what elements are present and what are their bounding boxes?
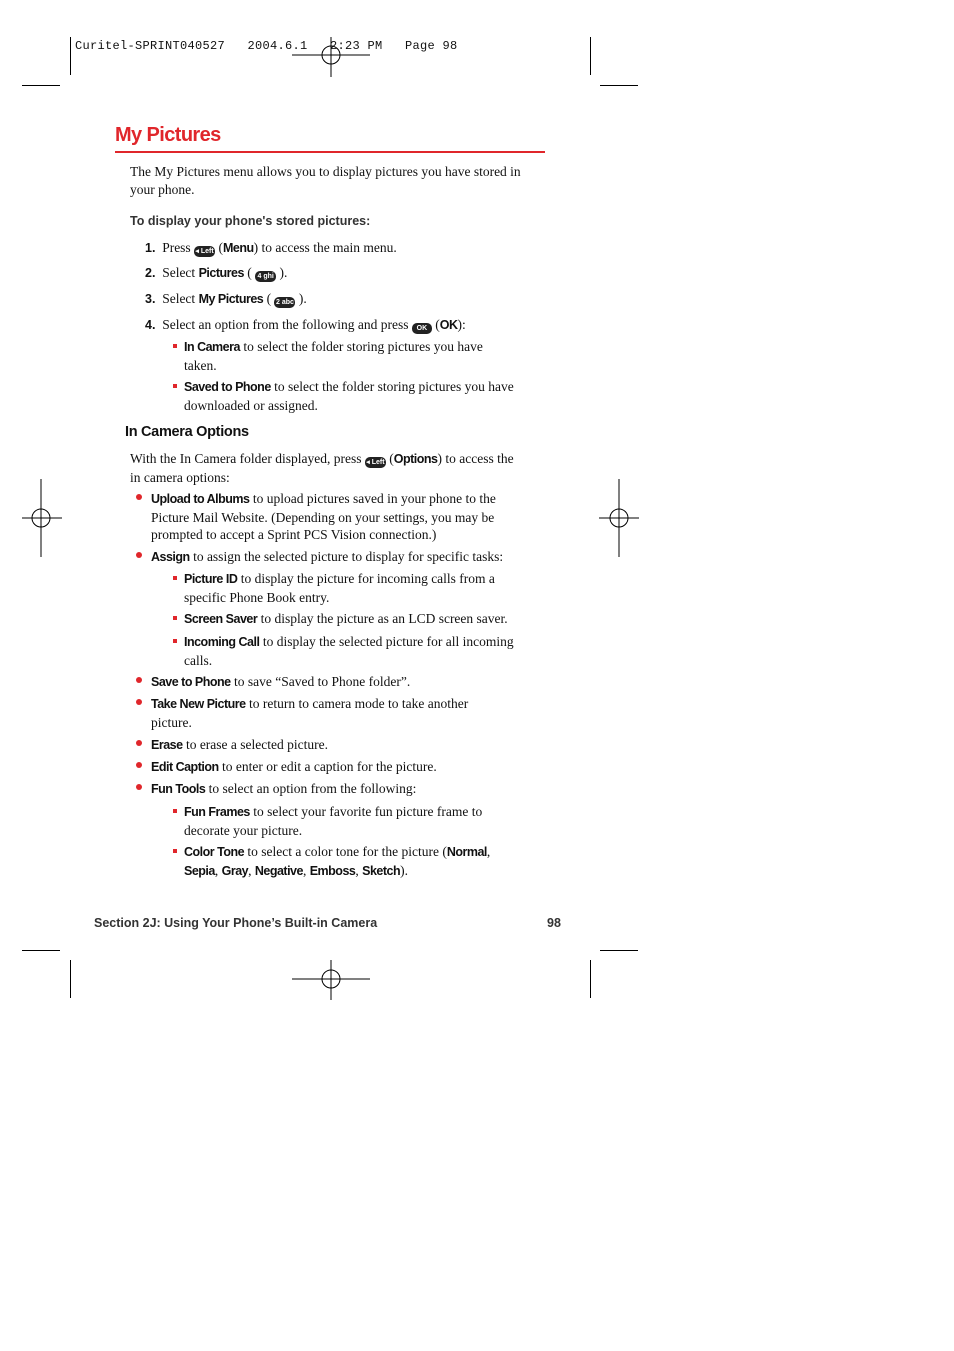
options-softkey-icon: ◂ Left	[366, 459, 385, 466]
round-bullet-icon	[136, 552, 142, 558]
option-fun-frames: Fun Frames to select your favorite fun picture frame to decorate your picture.	[184, 804, 483, 838]
key-2-icon: 2 abc	[276, 299, 294, 306]
round-bullet-icon	[136, 740, 142, 746]
round-bullet-icon	[136, 494, 142, 500]
step-text: ) to access the main menu.	[253, 240, 397, 255]
footer-section: Section 2J: Using Your Phone’s Built-in Camera	[94, 916, 378, 930]
crop-mark	[70, 960, 71, 998]
crop-mark	[600, 950, 638, 951]
step-number: 1.	[145, 241, 156, 255]
option-screen-saver: Screen Saver to display the picture as an LCD screen saver.	[184, 611, 508, 626]
option-name: Upload to Albums	[151, 492, 250, 506]
square-bullet-icon	[173, 384, 177, 388]
option-name: Saved to Phone	[184, 380, 271, 394]
options-label: Options	[393, 452, 438, 466]
step-number: 2.	[145, 266, 156, 280]
option-upload-to-albums: Upload to Albums to upload pictures saved in your phone to the Picture Mail Website. (Depending on your settings, you may be prompted to accept a Sprint PCS Vision connection.)	[151, 491, 496, 542]
option-name: Fun Frames	[184, 805, 250, 819]
option-name: In Camera	[184, 340, 240, 354]
option-saved-to-phone	[184, 378, 554, 414]
registration-mark-icon	[599, 479, 639, 557]
step-number: 3.	[145, 292, 156, 306]
crop-mark	[590, 37, 591, 75]
option-picture-id: Picture ID to display the picture for incoming calls from a specific Phone Book entry.	[184, 571, 495, 605]
option-name: Take New Picture	[151, 697, 246, 711]
tone-choice: Negative	[254, 863, 303, 878]
option-text: to select the folder storing pictures you have	[243, 339, 483, 354]
ok-key-icon: OK	[412, 323, 432, 334]
option-text: downloaded or assigned.	[184, 397, 318, 413]
tone-choice: Sepia	[184, 863, 215, 878]
tone-choice: Normal	[446, 845, 487, 859]
square-bullet-icon	[173, 809, 177, 813]
step-number: 4.	[145, 318, 156, 332]
crop-mark	[70, 37, 71, 75]
option-fun-tools: Fun Tools to select an option from the following:	[151, 781, 417, 796]
option-name: Screen Saver	[184, 612, 258, 626]
step-text: ).	[298, 291, 307, 306]
tone-choice: Sketch	[362, 863, 401, 878]
option-name: Fun Tools	[151, 782, 206, 796]
step-text: ):	[457, 317, 466, 332]
option-save-to-phone: Save to Phone to save “Saved to Phone folder”.	[151, 674, 411, 689]
option-name: Save to Phone	[151, 675, 231, 689]
round-bullet-icon	[136, 677, 142, 683]
section-intro: With the In Camera folder displayed, press ◂ Left (Options) to access the in camera options:	[130, 451, 514, 485]
option-name: Color Tone	[184, 845, 245, 859]
procedure-heading: To display your phone's stored pictures:	[130, 214, 371, 228]
step-2: 2. Select Pictures ( 4 ghi ).	[145, 265, 288, 280]
square-bullet-icon	[173, 639, 177, 643]
page-title: My Pictures	[115, 124, 221, 146]
option-name: Assign	[151, 550, 190, 564]
section-heading: In Camera Options	[125, 424, 249, 440]
option-assign: Assign to assign the selected picture to display for specific tasks:	[151, 549, 504, 564]
registration-mark-icon	[22, 479, 62, 557]
option-color-tone: Color Tone to select a color tone for the picture (Normal, Sepia, Gray, Negative, Emboss, Sketch).	[184, 844, 491, 878]
crop-mark	[600, 85, 638, 86]
key-4-icon: 4 ghi	[255, 271, 276, 282]
step-4: 4. Select an option from the following and press OK (OK):	[145, 317, 466, 332]
pictures-label: Pictures	[198, 266, 244, 280]
step-1: 1. Press ◂ Left (Menu) to access the main menu.	[145, 240, 397, 255]
step-text: ).	[279, 265, 288, 280]
option-erase: Erase to erase a selected picture.	[151, 737, 328, 752]
tone-choice: Emboss	[309, 863, 356, 878]
round-bullet-icon	[136, 762, 142, 768]
square-bullet-icon	[173, 849, 177, 853]
menu-label: Menu	[222, 241, 254, 255]
crop-mark	[22, 950, 60, 951]
round-bullet-icon	[136, 784, 142, 790]
ok-label: OK	[439, 318, 458, 332]
menu-softkey-icon: ◂ Left	[195, 248, 214, 255]
square-bullet-icon	[173, 576, 177, 580]
option-incoming-call: Incoming Call to display the selected picture for all incoming calls.	[184, 634, 514, 668]
step-3: 3. Select My Pictures ( 2 abc ).	[145, 291, 307, 306]
option-in-camera	[184, 338, 554, 374]
option-text: taken.	[184, 357, 217, 373]
registration-mark-icon	[292, 960, 370, 1000]
title-rule	[115, 151, 545, 153]
option-edit-caption: Edit Caption to enter or edit a caption for the picture.	[151, 759, 437, 774]
step-text: Select	[162, 265, 196, 280]
step-text: Select an option from the following and press	[162, 317, 409, 332]
option-name: Picture ID	[184, 572, 238, 586]
tone-choice: Gray	[221, 863, 249, 878]
step-text: Press	[162, 240, 191, 255]
option-take-new-picture: Take New Picture to return to camera mode to take another picture.	[151, 696, 469, 730]
square-bullet-icon	[173, 616, 177, 620]
my-pictures-label: My Pictures	[198, 292, 264, 306]
round-bullet-icon	[136, 699, 142, 705]
intro-paragraph: The My Pictures menu allows you to display pictures you have stored in your phone.	[130, 164, 521, 197]
crop-mark	[22, 85, 60, 86]
option-name: Incoming Call	[184, 635, 260, 649]
print-slug: Curitel-SPRINT040527 2004.6.1 2:23 PM Page 98	[75, 39, 458, 53]
option-name: Edit Caption	[151, 760, 219, 774]
option-text: to select the folder storing pictures you have	[274, 379, 514, 394]
square-bullet-icon	[173, 344, 177, 348]
step-text: Select	[162, 291, 196, 306]
option-name: Erase	[151, 738, 183, 752]
page-number: 98	[547, 916, 561, 930]
crop-mark	[590, 960, 591, 998]
